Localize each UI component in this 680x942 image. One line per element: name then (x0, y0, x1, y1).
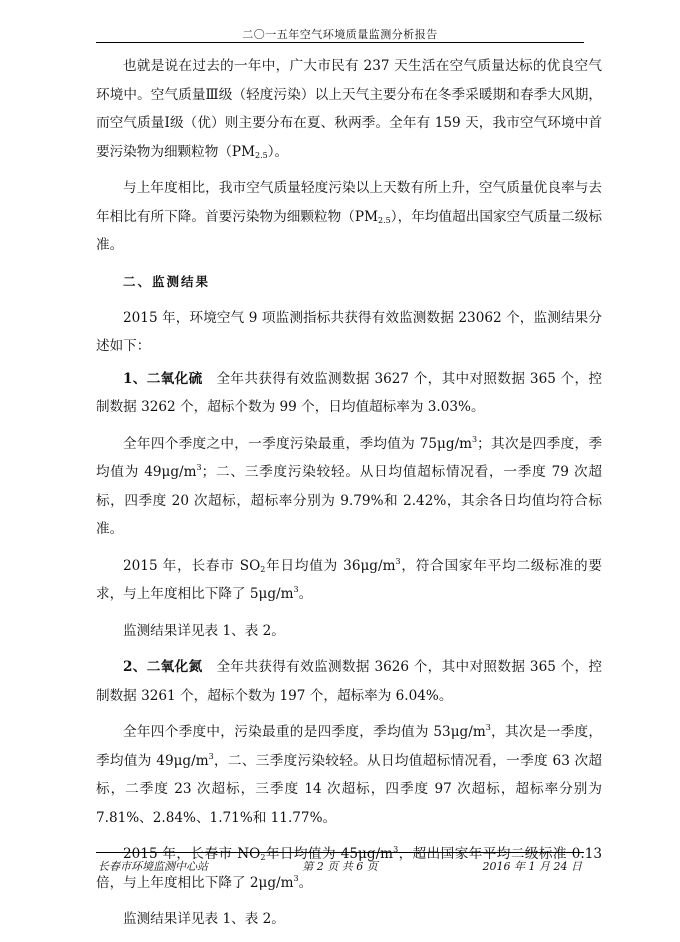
paragraph-so2-annual (96, 552, 602, 609)
text: ，二、三季度污染较轻。从日均值超标情况看，一季度 63 次超标，二季度 23 次超标，三季度 14 次超标，四季度 97 次超标，超标率分别为 7.81%、2.84%、1.71%和 11.77%。 (96, 752, 602, 826)
text: ，符合国家年平均二级标准的要求，与上年度相比下降了 5μg/m (96, 557, 603, 602)
paragraph-so2-see-tables: 监测结果详见表 1、表 2。 (123, 622, 285, 639)
text: 全年共获得有效监测数据 3627 个，其中对照数据 365 个，控制数据 3262 个，超标个数为 99 个，日均值超标率为 3.03%。 (96, 370, 603, 415)
superscript: 3 (293, 585, 299, 594)
footer-date: 2016 年 1 月 24 日 (482, 860, 582, 873)
text: 全年四个季度之中，一季度污染最重，季均值为 75μg/m (123, 435, 473, 452)
paragraph-no2-see-tables: 监测结果详见表 1、表 2。 (123, 911, 285, 927)
superscript: 3 (293, 873, 299, 883)
text: 年日均值为 45μg/m (265, 846, 394, 862)
text: 。 (298, 874, 313, 891)
superscript: 3 (395, 556, 401, 566)
subscript: 2.5 (255, 150, 268, 160)
superscript: 3 (393, 845, 399, 854)
so2-lead: 1、二氧化硫 (123, 370, 203, 387)
superscript: 3 (485, 723, 491, 732)
page-header: 二〇一五年空气环境质量监测分析报告 (242, 28, 438, 41)
subscript: 2 (260, 853, 266, 862)
paragraph-year-comparison (96, 174, 602, 260)
paragraph-air-quality-days (96, 52, 602, 166)
footer-page-number: 第 2 页 共 6 页 (302, 860, 378, 873)
footer-organization: 长春市环境监测中心站 (98, 860, 208, 873)
text: 全年共获得有效监测数据 3626 个，其中对照数据 365 个，控制数据 3261 个，超标个数为 197 个，超标率为 6.04%。 (96, 659, 603, 704)
header-rule (96, 42, 584, 43)
paragraph-no2-summary (96, 653, 602, 710)
text: ），年均值超出国家空气质量二级标准。 (96, 208, 602, 253)
paragraph-so2-quarters (96, 430, 602, 544)
paragraph-no2-quarters (96, 718, 602, 832)
text: 2015 年，长春市 NO (123, 846, 261, 862)
superscript: 3 (196, 463, 202, 472)
paragraph-monitoring-summary: 2015 年，环境空气 9 项监测指标共获得有效监测数据 23062 个，监测结果分述如下： (96, 309, 602, 354)
text: 2015 年，长春市 SO (123, 557, 261, 574)
footer-rule (96, 852, 584, 853)
text: 全年四个季度中，污染最重的是四季度，季均值为 53μg/m (123, 724, 486, 740)
text: ；二、三季度污染较轻。从日均值超标情况看，一季度 79 次超标，四季度 20 次超标，超标率分别为 9.79%和 2.42%，其余各日均值均符合标准。 (96, 464, 602, 537)
subscript: 2 (260, 564, 266, 574)
section-heading: 二、监测结果 (123, 273, 211, 289)
text: ，其次是一季度，季均值为 49μg/m (96, 724, 603, 769)
text: ；其次是四季度，季均值为 49μg/m (96, 435, 603, 480)
no2-lead: 2、二氧化氮 (123, 659, 203, 675)
document-body (96, 52, 602, 942)
text: ，超出国家年平均二级标准 0.13 倍，与上年度相比下降了 2μg/m (96, 846, 602, 891)
subscript: 2.5 (378, 215, 391, 225)
text: 年日均值为 36μg/m (265, 557, 396, 574)
superscript: 3 (208, 751, 214, 761)
page-footer (98, 858, 582, 874)
superscript: 3 (472, 434, 478, 444)
text: 也就是说在过去的一年中，广大市民有 237 天生活在空气质量达标的优良空气环境中。空气质量Ⅲ级（轻度污染）以上天气主要分布在冬季采暖期和春季大风期，而空气质量Ⅰ级（优）则主要分布在夏、秋两季。全年有 159 天，我市空气环境中首要污染物为细颗粒物（PM (96, 58, 602, 160)
text: 与上年度相比，我市空气质量轻度污染以上天数有所上升，空气质量优良率与去年相比有所下降。首要污染物为细颗粒物（PM (96, 180, 602, 225)
text: ）。 (267, 143, 289, 160)
paragraph-so2-summary (96, 365, 602, 422)
text: 。 (298, 586, 313, 602)
